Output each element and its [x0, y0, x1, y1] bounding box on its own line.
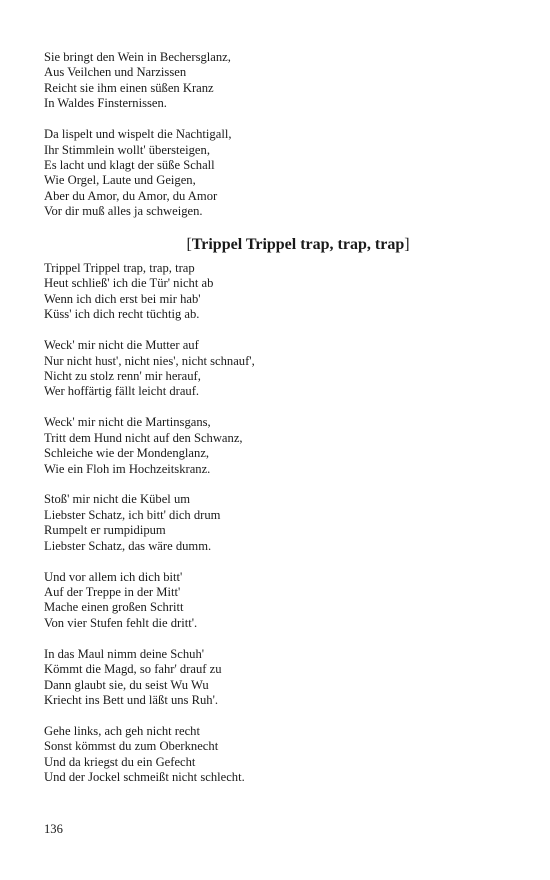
- verse-line: Nur nicht hust', nicht nies', nicht schnauf',: [44, 353, 255, 368]
- verse-line: Wie Orgel, Laute und Geigen,: [44, 173, 196, 188]
- verse-line: Heut schließ' ich die Tür' nicht ab: [44, 276, 214, 291]
- page-body: [44, 50, 514, 801]
- verse-line: Von vier Stufen fehlt die dritt'.: [44, 615, 198, 630]
- stanza: [44, 570, 514, 632]
- title-bracket-close: ]: [404, 236, 410, 254]
- verse-line: Wie ein Floh im Hochzeitskranz.: [44, 461, 211, 476]
- page-number: 136: [44, 822, 63, 836]
- verse-line: Es lacht und klagt der süße Schall: [44, 157, 215, 172]
- verse-line: Liebster Schatz, ich bitt' dich drum: [44, 507, 221, 522]
- verse-line: Rumpelt er rumpidipum: [44, 523, 166, 538]
- verse-line: Wer hoffärtig fällt leicht drauf.: [44, 384, 200, 399]
- stanza: [44, 724, 514, 786]
- verse-line: Trippel Trippel trap, trap, trap: [44, 261, 195, 276]
- stanza: [44, 647, 514, 709]
- verse-line: Liebster Schatz, das wäre dumm.: [44, 538, 212, 553]
- verse-line: Und vor allem ich dich bitt': [44, 569, 183, 584]
- verse-line: Aus Veilchen und Narzissen: [44, 65, 187, 80]
- poem-title-text: Trippel Trippel trap, trap, trap: [191, 236, 405, 254]
- verse-line: In das Maul nimm deine Schuh': [44, 646, 205, 661]
- stanza: [44, 50, 514, 112]
- verse-line: Sonst kömmst du zum Oberknecht: [44, 739, 219, 754]
- verse-line: Gehe links, ach geh nicht recht: [44, 723, 200, 738]
- stanza: [44, 492, 514, 554]
- verse-line: Küss' ich dich recht tüchtig ab.: [44, 307, 200, 322]
- stanza: [44, 338, 514, 400]
- verse-line: Auf der Treppe in der Mitt': [44, 584, 181, 599]
- title-bracket-open: [: [186, 236, 192, 254]
- verse-line: Und der Jockel schmeißt nicht schlecht.: [44, 770, 245, 785]
- verse-line: Tritt dem Hund nicht auf den Schwanz,: [44, 430, 243, 445]
- verse-line: Nicht zu stolz renn' mir herauf,: [44, 369, 201, 383]
- verse-line: In Waldes Finsternissen.: [44, 96, 167, 111]
- stanza: [44, 127, 514, 219]
- poem-title: [44, 235, 514, 255]
- verse-line: Reicht sie ihm einen süßen Kranz: [44, 80, 214, 95]
- verse-line: Ihr Stimmlein wollt' übersteigen,: [44, 142, 210, 157]
- verse-line: Wenn ich dich erst bei mir hab': [44, 291, 201, 306]
- verse-line: Aber du Amor, du Amor, du Amor: [44, 188, 218, 203]
- stanza: [44, 261, 514, 323]
- verse-line: Kömmt die Magd, so fahr' drauf zu: [44, 662, 222, 677]
- verse-line: Weck' mir nicht die Mutter auf: [44, 338, 199, 353]
- verse-line: Dann glaubt sie, du seist Wu Wu: [44, 677, 209, 692]
- verse-line: Stoß' mir nicht die Kübel um: [44, 492, 191, 507]
- verse-line: Vor dir muß alles ja schweigen.: [44, 204, 203, 219]
- verse-line: Da lispelt und wispelt die Nachtigall,: [44, 127, 232, 142]
- stanza: [44, 415, 514, 477]
- verse-line: Mache einen großen Schritt: [44, 600, 184, 615]
- verse-line: Weck' mir nicht die Martinsgans,: [44, 415, 211, 430]
- verse-line: Kriecht ins Bett und läßt uns Ruh'.: [44, 692, 219, 707]
- verse-line: Sie bringt den Wein in Bechersglanz,: [44, 50, 231, 64]
- verse-line: Und da kriegst du ein Gefecht: [44, 754, 196, 769]
- verse-line: Schleiche wie der Mondenglanz,: [44, 446, 210, 461]
